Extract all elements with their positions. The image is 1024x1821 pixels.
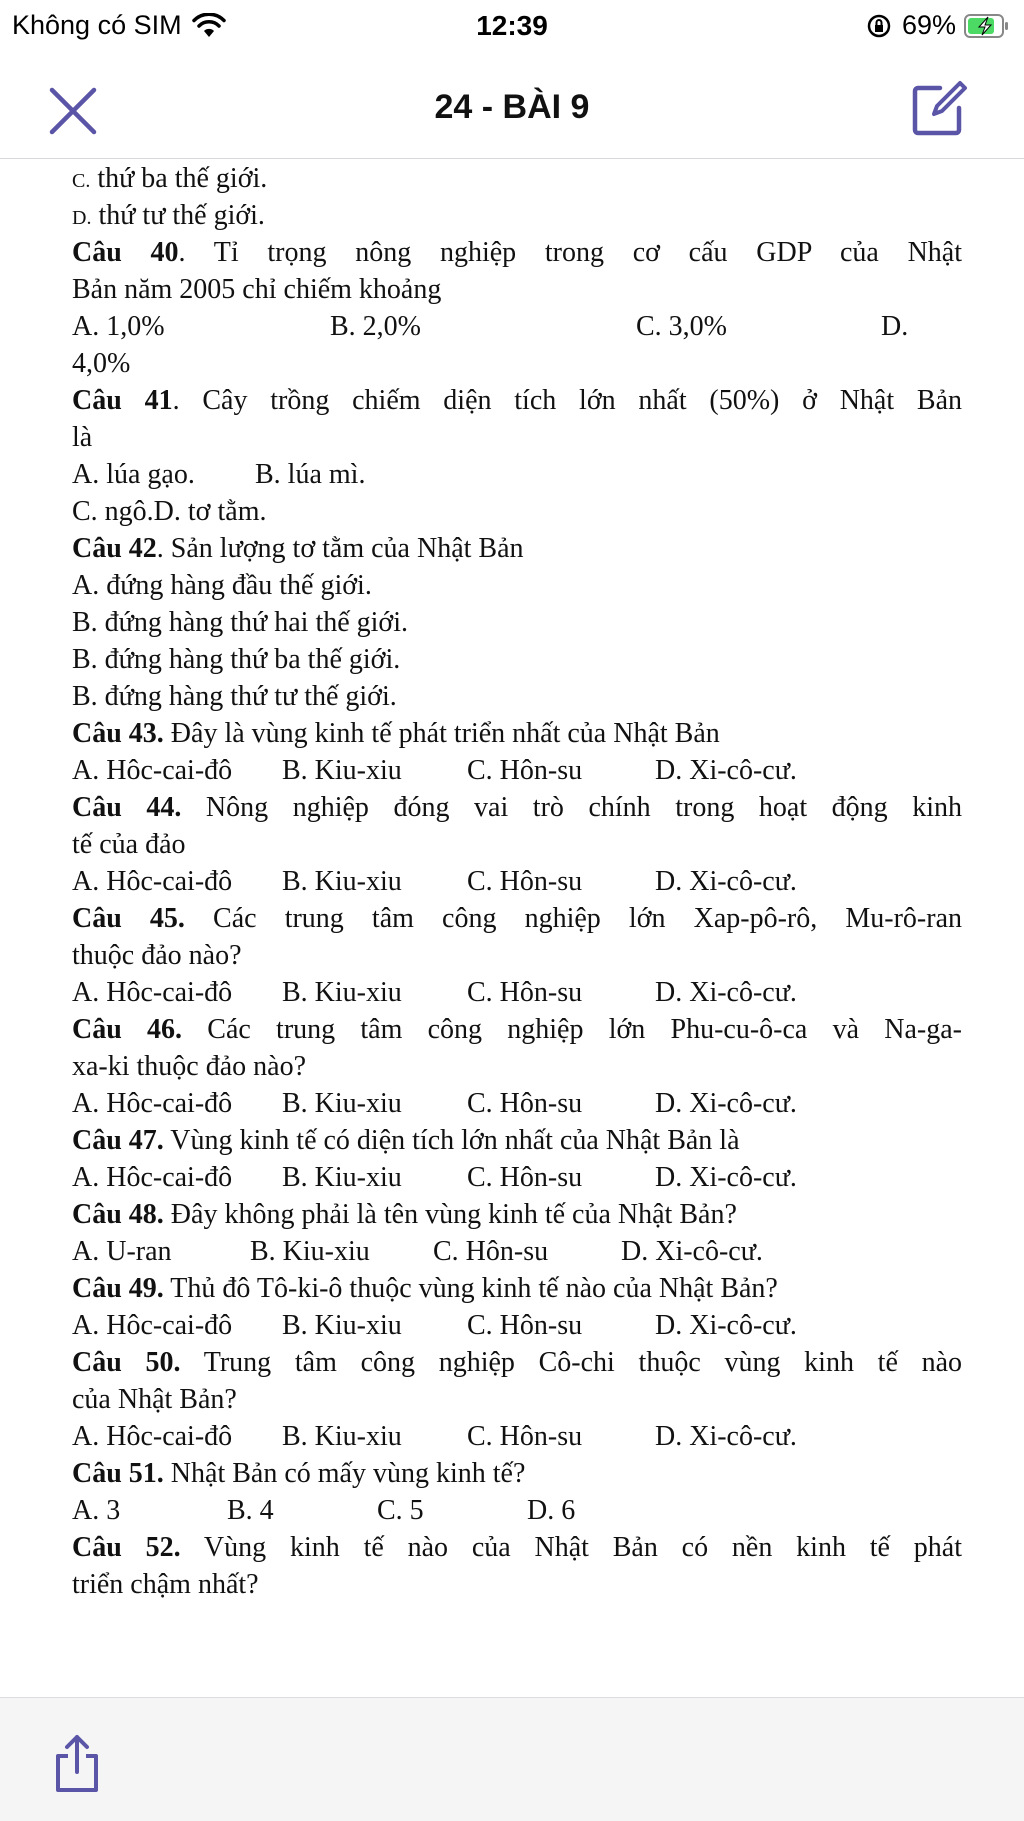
q40-option-d-cont: 4,0% (72, 348, 131, 379)
question-46: Câu 46. Các trung tâm công nghiệp lớn Phu-cu-ô-ca và Na-ga- (72, 1014, 962, 1045)
question-48: Câu 48. Đây không phải là tên vùng kinh tế của Nhật Bản? (72, 1199, 737, 1230)
question-50: Câu 50. Trung tâm công nghiệp Cô-chi thuộc vùng kinh tế nào (72, 1347, 962, 1378)
status-time: 12:39 (476, 10, 548, 41)
status-right (866, 10, 1010, 41)
q42-option-1: A. đứng hàng đầu thế giới. (72, 570, 372, 601)
question-49: Câu 49. Thủ đô Tô-ki-ô thuộc vùng kinh tế nào của Nhật Bản? (72, 1273, 778, 1304)
orientation-lock-icon (866, 13, 892, 39)
q45-options: A. Hôc-cai-đô B. Kiu-xiu C. Hôn-su D. Xi-cô-cư. (72, 977, 797, 1008)
bottom-toolbar (0, 1697, 1024, 1821)
question-52-cont: triển chậm nhất? (72, 1569, 259, 1600)
q49-options: A. Hôc-cai-đô B. Kiu-xiu C. Hôn-su D. Xi-cô-cư. (72, 1310, 797, 1341)
edit-icon[interactable] (910, 74, 968, 138)
question-41-cont: là (72, 422, 93, 453)
question-43: Câu 43. Đây là vùng kinh tế phát triển nhất của Nhật Bản (72, 718, 720, 749)
option-c-prev: C. thứ ba thế giới. (72, 163, 268, 194)
q41-options-cd: C. ngô.D. tơ tằm. (72, 496, 267, 527)
q44-options: A. Hôc-cai-đô B. Kiu-xiu C. Hôn-su D. Xi-cô-cư. (72, 866, 797, 897)
question-42: Câu 42. Sản lượng tơ tằm của Nhật Bản (72, 533, 524, 564)
question-44-cont: tế của đảo (72, 829, 186, 860)
question-50-cont: của Nhật Bản? (72, 1384, 237, 1415)
document-page[interactable] (72, 160, 962, 1694)
question-40-cont: Bản năm 2005 chỉ chiếm khoảng (72, 274, 442, 305)
q42-option-4: B. đứng hàng thứ tư thế giới. (72, 681, 397, 712)
q47-options: A. Hôc-cai-đô B. Kiu-xiu C. Hôn-su D. Xi-cô-cư. (72, 1162, 797, 1193)
q42-option-2: B. đứng hàng thứ hai thế giới. (72, 607, 409, 638)
q48-options: A. U-ran B. Kiu-xiu C. Hôn-su D. Xi-cô-cư. (72, 1236, 763, 1267)
page-title: 24 - BÀI 9 (434, 88, 590, 126)
status-bar (0, 0, 1024, 54)
question-46-cont: xa-ki thuộc đảo nào? (72, 1051, 307, 1082)
question-45-cont: thuộc đảo nào? (72, 940, 242, 971)
carrier-label: Không có SIM (12, 10, 182, 40)
share-icon[interactable] (50, 1732, 104, 1796)
q43-options: A. Hôc-cai-đô B. Kiu-xiu C. Hôn-su D. Xi-cô-cư. (72, 755, 797, 786)
battery-percent: 69% (901, 10, 956, 40)
q46-options: A. Hôc-cai-đô B. Kiu-xiu C. Hôn-su D. Xi-cô-cư. (72, 1088, 797, 1119)
question-47: Câu 47. Vùng kinh tế có diện tích lớn nhất của Nhật Bản là (72, 1125, 740, 1156)
question-41: Câu 41. Cây trồng chiếm diện tích lớn nhất (50%) ở Nhật Bản (72, 385, 962, 416)
question-44: Câu 44. Nông nghiệp đóng vai trò chính trong hoạt động kinh (72, 792, 962, 823)
battery-charging-icon (964, 13, 1010, 39)
question-52: Câu 52. Vùng kinh tế nào của Nhật Bản có nền kinh tế phát (72, 1532, 962, 1563)
option-d-prev: D. thứ tư thế giới. (72, 200, 265, 231)
q50-options: A. Hôc-cai-đô B. Kiu-xiu C. Hôn-su D. Xi-cô-cư. (72, 1421, 797, 1452)
question-51: Câu 51. Nhật Bản có mấy vùng kinh tế? (72, 1458, 526, 1489)
question-45: Câu 45. Các trung tâm công nghiệp lớn Xap-pô-rô, Mu-rô-ran (72, 903, 962, 934)
q40-options: A. 1,0% B. 2,0% C. 3,0% D. (72, 311, 909, 342)
navigation-bar (0, 54, 1024, 159)
q51-options: A. 3 B. 4 C. 5 D. 6 (72, 1495, 576, 1526)
q42-option-3: B. đứng hàng thứ ba thế giới. (72, 644, 401, 675)
question-40: Câu 40. Tỉ trọng nông nghiệp trong cơ cấu GDP của Nhật (72, 237, 962, 268)
q41-options-ab: A. lúa gạo. B. lúa mì. (72, 459, 366, 490)
